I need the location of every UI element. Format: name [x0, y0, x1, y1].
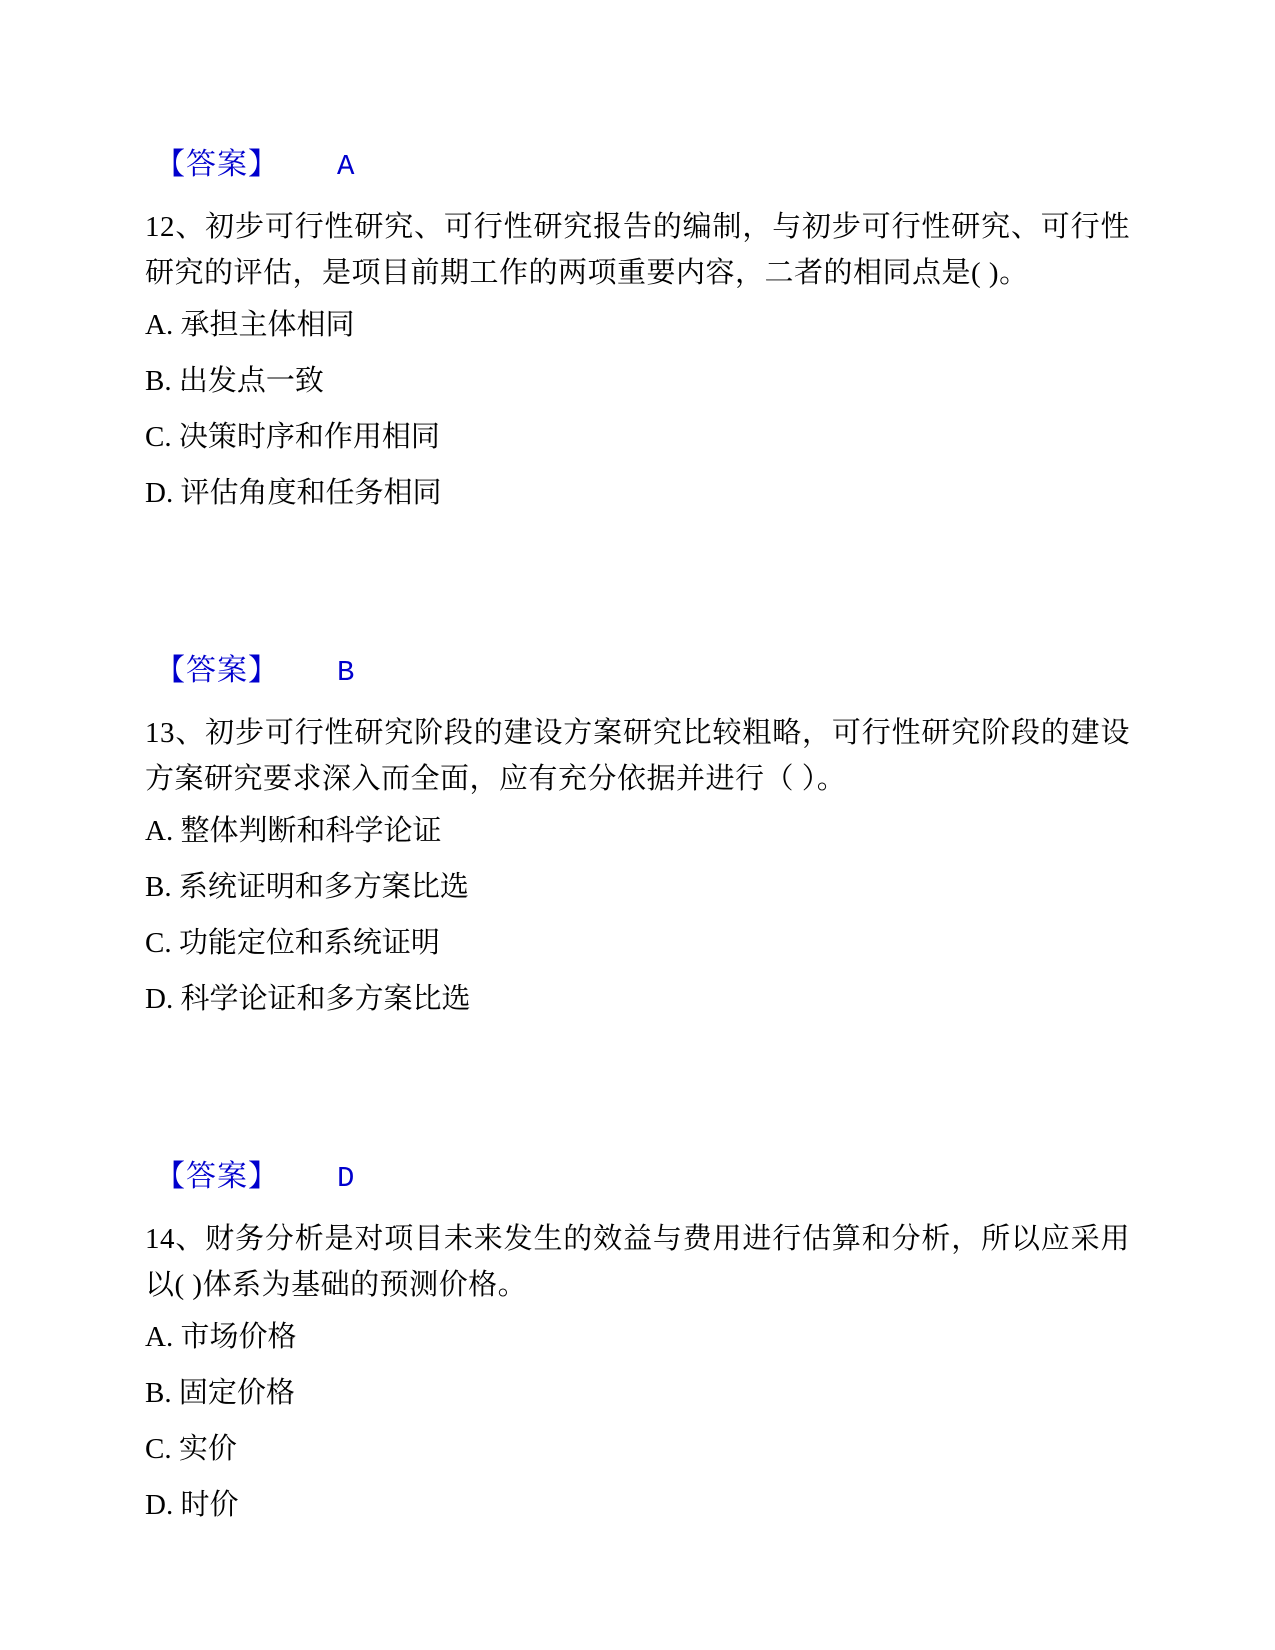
- answer-line: [155, 148, 1135, 182]
- option-b: B. 系统证明和多方案比选: [145, 871, 469, 903]
- option-d: D. 时价: [145, 1489, 239, 1521]
- option-d: D. 评估角度和任务相同: [145, 477, 442, 509]
- answer-label: 【答案】: [155, 654, 279, 687]
- answer-line: [155, 654, 1135, 688]
- qa-section-2: [145, 654, 1135, 1014]
- option-c: C. 决策时序和作用相同: [145, 421, 440, 453]
- section-divider-space: [145, 534, 1135, 654]
- answer-line: [155, 1160, 1135, 1194]
- option-a: A. 整体判断和科学论证: [145, 815, 442, 847]
- option-d: D. 科学论证和多方案比选: [145, 983, 471, 1015]
- qa-section-1: [145, 148, 1135, 508]
- question-14-options: [145, 1322, 1135, 1520]
- answer-value: B: [337, 656, 355, 689]
- answer-label: 【答案】: [155, 148, 279, 181]
- section-divider-space: [145, 1040, 1135, 1160]
- question-14-text: 14、财务分析是对项目未来发生的效益与费用进行估算和分析，所以应采用以( )体系为基础的预测价格。: [145, 1223, 1130, 1301]
- question-12-options: [145, 310, 1135, 508]
- question-13-text: 13、初步可行性研究阶段的建设方案研究比较粗略，可行性研究阶段的建设方案研究要求深入而全面，应有充分依据并进行（ ）。: [145, 717, 1130, 795]
- option-b: B. 固定价格: [145, 1377, 295, 1409]
- option-a: A. 承担主体相同: [145, 309, 355, 341]
- answer-value: A: [337, 150, 355, 183]
- answer-label: 【答案】: [155, 1160, 279, 1193]
- option-c: C. 功能定位和系统证明: [145, 927, 440, 959]
- option-c: C. 实价: [145, 1433, 237, 1465]
- question-13-options: [145, 816, 1135, 1014]
- answer-value: D: [337, 1162, 355, 1195]
- qa-section-3: [145, 1160, 1135, 1520]
- option-a: A. 市场价格: [145, 1321, 297, 1353]
- option-b: B. 出发点一致: [145, 365, 324, 397]
- question-12-text: 12、初步可行性研究、可行性研究报告的编制，与初步可行性研究、可行性研究的评估，是项目前期工作的两项重要内容，二者的相同点是( )。: [145, 211, 1130, 289]
